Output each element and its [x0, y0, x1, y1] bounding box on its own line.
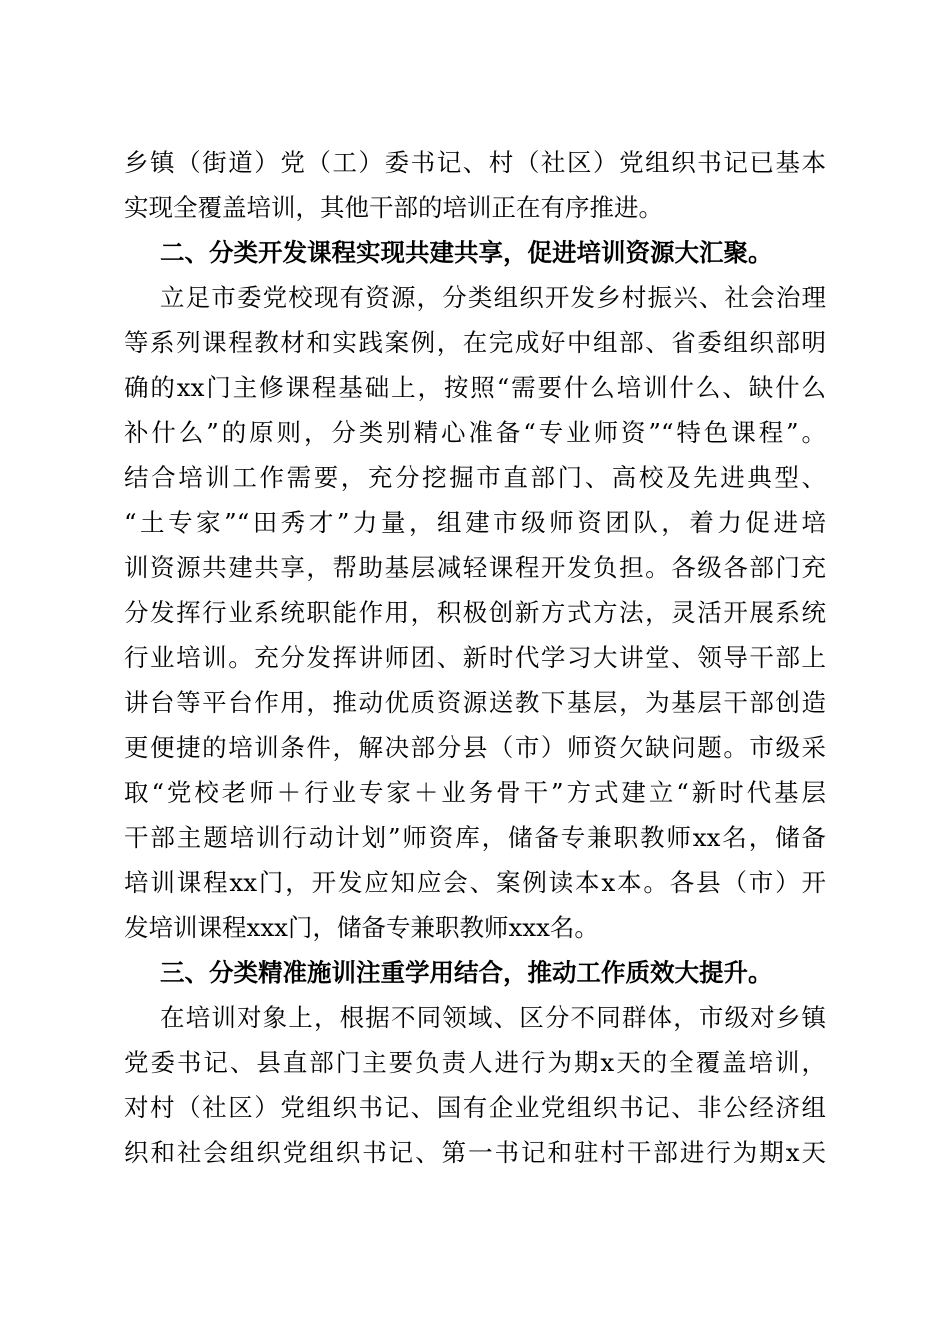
text-line: 训资源共建共享，帮助基层减轻课程开发负担。各级各部门充	[124, 553, 826, 582]
text-line: 结合培训工作需要，充分挖掘市直部门、高校及先进典型、	[124, 463, 826, 492]
text-line: 织和社会组织党组织书记、第一书记和驻村干部进行为期x天	[124, 1138, 826, 1167]
text-line: 等系列课程教材和实践案例，在完成好中组部、省委组织部明	[124, 328, 826, 357]
text-line: 立足市委党校现有资源，分类组织开发乡村振兴、社会治理	[160, 283, 826, 312]
text-line: 取“党校老师＋行业专家＋业务骨干”方式建立“新时代基层	[124, 778, 826, 807]
text-line: 发培训课程xxx门，储备专兼职教师xxx名。	[124, 913, 599, 942]
text-line: 干部主题培训行动计划”师资库，储备专兼职教师xx名，储备	[124, 823, 826, 852]
section-heading: 三、分类精准施训注重学用结合，推动工作质效大提升。	[160, 958, 773, 987]
text-line: 确的xx门主修课程基础上，按照“需要什么培训什么、缺什么	[124, 373, 826, 402]
text-line: 讲台等平台作用，推动优质资源送教下基层，为基层干部创造	[124, 688, 826, 717]
text-line: 行业培训。充分发挥讲师团、新时代学习大讲堂、领导干部上	[124, 643, 826, 672]
text-line: 在培训对象上，根据不同领域、区分不同群体，市级对乡镇	[160, 1003, 826, 1032]
text-line: 补什么”的原则，分类别精心准备“专业师资”“特色课程”。	[124, 418, 826, 447]
section-heading: 二、分类开发课程实现共建共享，促进培训资源大汇聚。	[160, 238, 773, 267]
text-line: 对村（社区）党组织书记、国有企业党组织书记、非公经济组	[124, 1093, 826, 1122]
text-line: 乡镇（街道）党（工）委书记、村（社区）党组织书记已基本	[124, 148, 826, 177]
text-line: 培训课程xx门，开发应知应会、案例读本x本。各县（市）开	[124, 868, 826, 897]
text-line: 党委书记、县直部门主要负责人进行为期x天的全覆盖培训，	[124, 1048, 826, 1077]
text-line: “土专家”“田秀才”力量，组建市级师资团队，着力促进培	[124, 508, 826, 537]
text-line: 实现全覆盖培训，其他干部的培训正在有序推进。	[124, 193, 663, 222]
text-line: 更便捷的培训条件，解决部分县（市）师资欠缺问题。市级采	[124, 733, 826, 762]
text-line: 分发挥行业系统职能作用，积极创新方式方法，灵活开展系统	[124, 598, 826, 627]
